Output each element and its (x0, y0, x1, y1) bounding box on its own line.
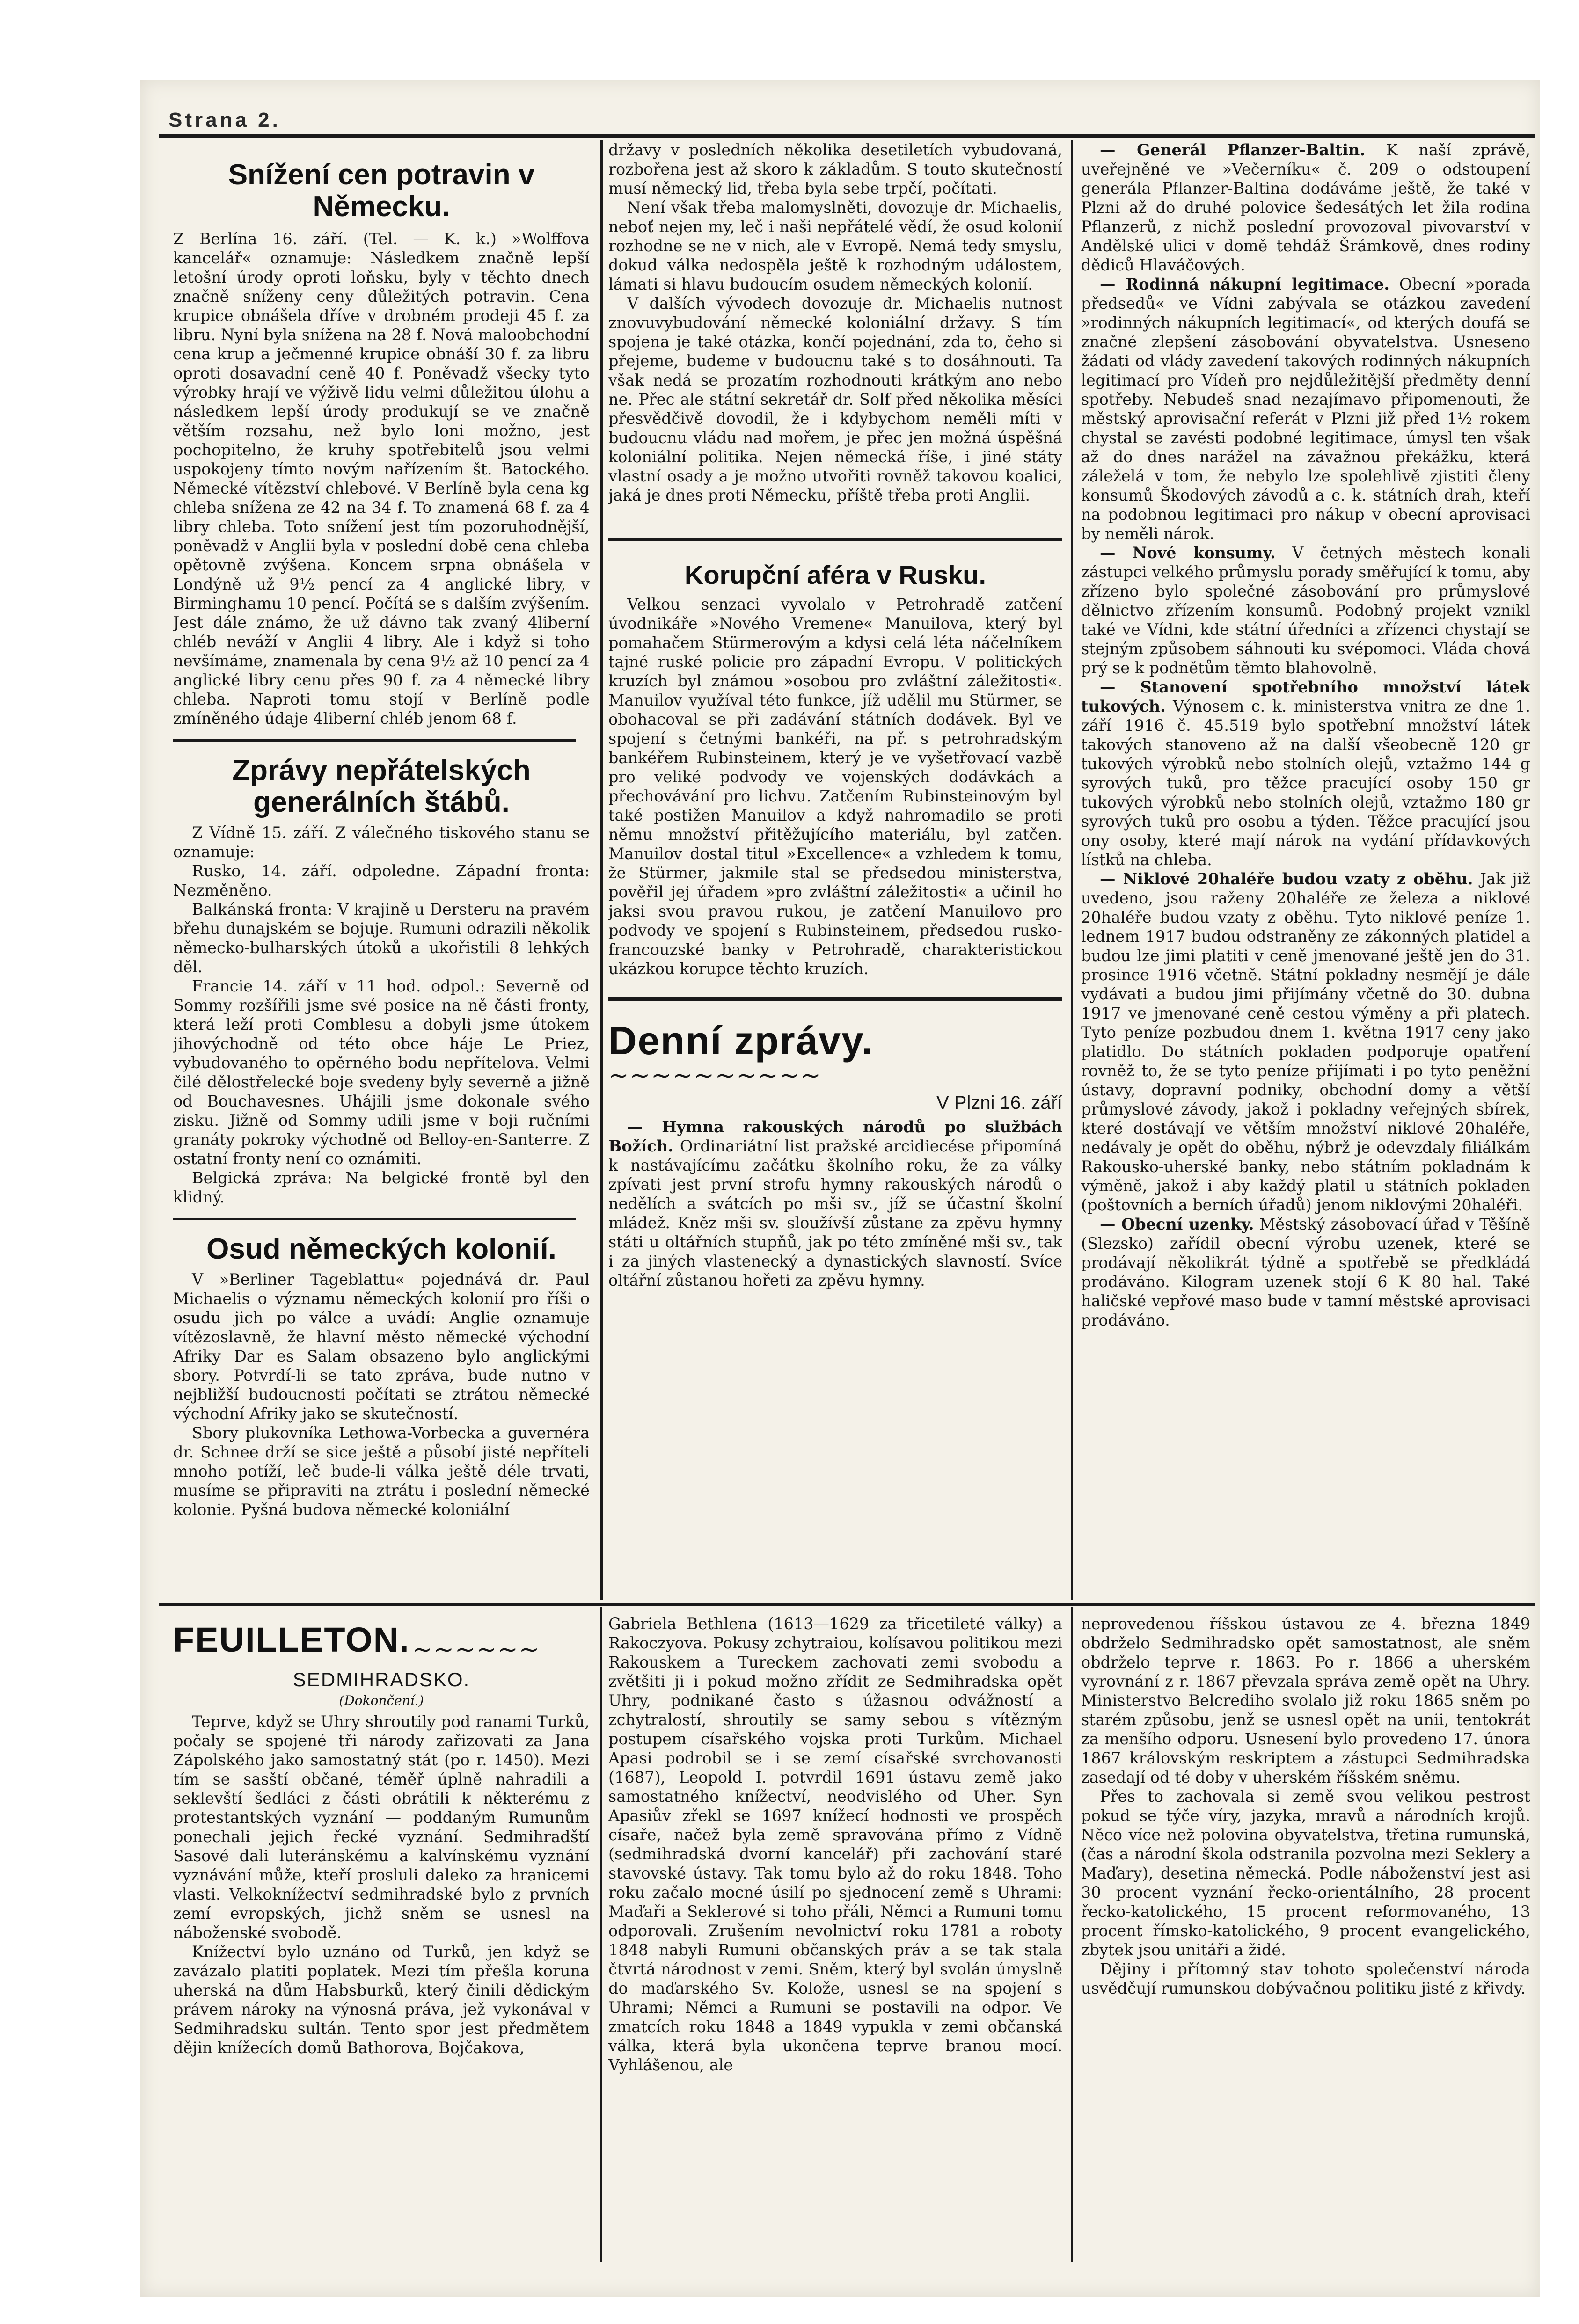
zpravy-p5: Belgická zpráva: Na belgické frontě byl den klidný. (173, 1169, 590, 1206)
denni-p1-wrap (608, 1117, 1062, 1290)
feuilleton-title-row (173, 1619, 590, 1664)
headline-zpravy: Zprávy nepřátelských generálních štábů. (232, 754, 531, 818)
feuilleton-wavy: ~~~~~~ (412, 1635, 541, 1664)
headline-snizeni: Snížení cen potravin v Německu. (228, 159, 535, 223)
osud-p2: Sbory plukovníka Lethowa-Vorbecka a guvernéra dr. Schnee drží se sice ještě a působí jisté nepříteli mnoho potíží, leč bude-li válka ještě déle trvati, musíme se připraviti na ztrátu i poslední německé kolonie. Pyšná budova německé koloniální (173, 1424, 590, 1519)
right-p2-text: Obecní »porada předsedů« ve Vídni zabývala se otázkou zavedení »rodinných nákupních legitimací«, od kterých doufá se značné zlepšení zásobování obyvatelstva. Usneseno žádati od vlády zavedení takových rodinných nákupních legitimací pro Vídeň pro nejdůležitější předměty denní spotřeby. Nebudeš snad nezajímavo připomenouti, že městský aprovisační referát v Plzni již před 1½ rokem chystal se zavésti podobné legitimace, úmysl ten však až do dnes narážel na závažnou překážku, která záleželá v tom, že nebylo lze spolehlivě zjistiti členy konsumů Škodových závodů a c. k. státních drah, kteří na podobnou legitimaci pro nákup v obecní aprovisaci by neměli nárok. (1081, 275, 1530, 543)
denni-p1-text: Ordinariátní list pražské arcidiecése připomíná k nastávajícímu začátku školního roku, že za války zpívati jest první strofu hymny rakouských národů o nedělích a svátcích po mši sv., jíž se účastní školní mládež. Kněz mši sv. sloužívší zůstane za zpěvu hymny státi u oltářních stupňů, jak po této zmíněné mši sv., tak i za jiných vlastenecký a dynastických slavností. Svíce oltářní zůstanou hořeti za zpěvu hymny. (608, 1137, 1062, 1289)
article-snizeni-body: Z Berlína 16. září. (Tel. — K. k.) »Wolffova kancelář« oznamuje: Následkem značně lepší letošní úrody oproti loňsku, byly v těchto dnech značně sníženy ceny důležitých potravin. Cena krupice obnášela dříve v drobném prodeji 45 f. za libru. Nyní byla snížena na 28 f. Nová maloobchodní cena krup a ječmenné krupice obnáší 30 f. za libru oproti dosavadní ceně 40 f. Poněvadž všecky tyto výrobky hrají ve výživě lidu velmi důležitou úlohu a následkem lepší úrody produkují se ve značně větším rozsahu, než bylo loni možno, jest pochopitelno, že kruhy spotřebitelů jsou velmi uspokojeny tímto novým nařízením št. Batockého. Německé vítězství chlebové. V Berlíně byla cena kg chleba snížena ze 42 na 34 f. To znamená 68 f. za 4 libry chleba. Toto snížení jest tím pozoruhodnější, poněvadž v Anglii byla v poslední době cena chleba opětovně zvýšena. Koncem srpna obnášela v Londýně už 9½ pencí za 4 anglické libry, v Birminghamu 10 pencí. Počítá se s dalším zvýšením. Jest dále známo, že už dávno tak zvaný 4liberní chléb neváží v Anglii 4 libry. Ale i když si toho nevšímáme, znamenala by cena 9½ až 10 pencí za 4 anglické libry cenu přes 90 f. za 4 německé libry chleba. Naproti tomu stojí v Berlíně podle zmíněného údaje 4liberní chléb jenom 68 f. (173, 230, 590, 728)
feuilleton-column-1 (173, 1619, 590, 2274)
right-p2-wrap (1081, 275, 1530, 543)
denni-title-row (608, 1020, 1062, 1090)
zpravy-p1: Z Vídně 15. září. Z válečného tiskového stanu se oznamuje: (173, 823, 590, 861)
divider-left-2 (173, 1218, 576, 1220)
feuilleton-p4: neprovedenou říšskou ústavou ze 4. března 1849 obdrželo Sedmihradsko opět samostatnost, ale sněm obdrželo teprve r. 1863. Po r. 1866 a uherském vyrovnání z r. 1867 převzala správa země opět na Uhry. Ministerstvo Belcrediho svolalo již roku 1865 sněm po starém způsobu, jenž se usnesl opět na unii, tentokrát za menšího odporu. Usnesení bylo provedeno 17. února 1867 královským reskriptem a zástupci Sedmihradska zasedají od té doby v uherském říšském sněmu. (1081, 1615, 1530, 1786)
headline-osud: Osud německých kolonií. (206, 1233, 556, 1265)
divider-mid-2 (608, 997, 1062, 1001)
right-column (1081, 140, 1530, 1595)
osud-p5: V dalších vývodech dovozuje dr. Michaelis nutnost znovuvybudování německé koloniální državy. S tím spojena je také otázka, končí pojednání, zda to, čeho si přejeme, budeme v budoucnu také s to dosáhnouti. Ta však nedá se prozatím rozhodnouti krátkým ano nebo ne. Přec ale státní sekretář dr. Solf před několika měsíci přesvědčivě dovodil, že i kdybychom neměli míti v budoucnu vládu nad mořem, je přec jen možná úspěšná koloniální politika. Nejen německá říše, i jiné státy vlastní osady a je možno utvořiti rovněž takovou koalici, jaká je dnes proti Německu, příště třeba proti Anglii. (608, 294, 1062, 504)
page-number: Strana 2. (168, 109, 281, 131)
feuilleton-column-3 (1081, 1614, 1530, 2269)
zpravy-p4: Francie 14. září v 11 hod. odpol.: Severně od Sommy rozšířili jsme své posice na ně části fronty, která leží proti Comblesu a dobyli jsme útokem jihovýchodně od této obce háje Le Priez, vybudovaného to opěrného bodu nepřítelova. Velmi čilé dělostřelecké boje svedeny byly severně a jižně od Bouchavesnes. Uhájili jsme dokonale svého zisku. Jižně od Sommy udili jsme v boji ručními granáty pokroky východně od Belloy-en-Santerre. Z ostatní fronty není co oznámiti. (173, 977, 590, 1168)
headline-korupcni: Korupční aféra v Rusku. (684, 560, 987, 590)
feuilleton-p5: Přes to zachovala si země svou velikou pestrost pokud se týče víry, jazyka, mravů a národních krojů. Něco více než polovina obyvatelstva, třetina rumunská, (čas a národní škola odstranila pozvolna mezi Seklery a Maďary), desetina německá. Podle náboženství jest asi 30 procent vyznání řecko-orientálního, 28 procent řecko-katolického, 15 procent reformovaného, 13 procent římsko-katolického, 9 procent evangelického, zbytek jsou unitáři a židé. (1081, 1787, 1530, 1959)
divider-mid-1 (608, 538, 1062, 541)
right-p1-text: K naší zprávě, uveřejněné ve »Večerníku« č. 209 o odstoupení generála Pflanzer-Baltina dodáváme ještě, že také v Plzni až do druhé polovice šedesátých let žila rodina Pflanzerů, z nichž poslední provozoval pivovarství v Andělské ulici v domě tehdáž Šrámkově, dnes rodiny dědiců Hlaváčových. (1081, 141, 1530, 274)
right-p6-text: Městský zásobovací úřad v Těšíně (Slezsko) zařídil obecní výrobu uzenek, které se prodávají několikrát týdně a spotřebě se předkládá prodáváno. Kilogram uzenek stojí 6 K 80 hal. Také haličské vepřové maso bude v tamní městské aprovisaci prodáváno. (1081, 1215, 1530, 1329)
feuilleton-p3: Gabriela Bethlena (1613—1629 za třicetileté války) a Rakoczyova. Pokusy zchytraiou, kolísavou politikou mezi Rakouskem a Tureckem zachovati zemi svobodu a zvětšiti ji i pokud možno zřídit ze Sedmihradska opět Uhry, podnikané často s úžasnou odvážností a zchytralostí, shroutily se samy sebou s vítězným postupem císařského vojska proti Turkům. Michael Apasi podrobil se i se zemí císařské svrchovanosti (1687), Leopold I. potvrdil 1691 ústavu země jako samostatného knížectví, neodvislého od Uher. Syn Apasiův zřekl se 1697 knížecí hodnosti ve prospěch císaře, načež byla země spravována přímo z Vídně (sedmihradská dvorní kancelář) při zachování staré stavovské ústavy. Tak tomu bylo až do roku 1848. Toho roku začalo mocné úsilí po sjednocení země s Uhrami: Maďaři a Seklerové si toho přáli, Němci a Rumuni tomu odporovali. Zrušením nevolnictví roku 1781 a roboty 1848 nabyli Rumuni občanských práv a se tak stala čtvrtá národnost v zemi. Sněm, který byl svolán úmyslně do maďarského Sv. Kolože, usnesl se na spojení s Uhrami; Němci a Rumuni se postavili na odpor. Ve zmatcích roku 1848 a 1849 vypukla v zemi občanská válka, která byla ukončena teprve branou mocí. Vyhlášenou, ale (608, 1615, 1062, 2074)
right-p3-head: — Nové konsumy. (1100, 544, 1276, 562)
feuilleton-column-2 (608, 1614, 1062, 2269)
middle-column (608, 140, 1062, 1595)
zpravy-p3: Balkánská fronta: V krajině u Dersteru na pravém břehu dunajském se bojuje. Rumuni odrazili několik německo-bulharských útoků a ukořistili 8 lehkých děl. (173, 900, 590, 976)
korupcni-body: Velkou senzaci vyvolalo v Petrohradě zatčení úvodnikáře »Nového Vremene« Manuilova, který byl pomahačem Stürmerovým a kdysi celá léta náčelníkem tajné ruské policie pro západní Evropu. V politických kruzích byl známou »osobou pro zvláštní záležitosti«. Manuilov využíval této funkce, jíž udělil mu Stürmer, se obohacoval se při zadávání státních dodávek. Byl ve spojení s četnými bankéři, na př. s petrohradským bankéřem Rubinsteinem, který je ve vyšetřovací vazbě pro veliké podvody ve vojenských dodávkách a přechovávání pro lichvu. Zatčením Rubinsteinovým byl také postižen Manuilov a když nahromadilo se proti němu množství přitěžujícího materiálu, byl zatčen. Manuilov dostal titul »Excellence« a vzhledem k tomu, že Stürmer, jakmile stal se předsedou ministerstva, pověřil jej úřadem »pro zvláštní záležitosti« a učinil ho jaksi svou pravou rukou, je zatčení Manuilovo pro podvody ve spojení s Rubinsteinem, předsedou rusko-francouzské banky v Petrohradě, charakteristickou ukázkou korupce těchto kruzích. (608, 595, 1062, 978)
feuilleton-divider-2 (1071, 1607, 1073, 2262)
wavy-decoration: ~~~~~~~~~~ (608, 1062, 822, 1090)
right-p1-wrap (1081, 140, 1530, 275)
right-p4-wrap (1081, 678, 1530, 869)
right-p5-head: — Niklové 20haléře budou vzaty z oběhu. (1100, 870, 1473, 888)
zpravy-p2: Rusko, 14. září. odpoledne. Západní fronta: Nezměněno. (173, 862, 590, 899)
left-column (173, 159, 590, 1591)
column-divider-1 (600, 140, 603, 1600)
column-divider-2 (1071, 140, 1073, 1600)
denni-dateline: V Plzni 16. září (936, 1093, 1062, 1113)
feuilleton-p1: Teprve, když se Uhry shroutily pod ranami Turků, počaly se spojené tři národy zařizovati za Jana Zápolského jako samostatný stát (po r. 1450). Mezi tím se sasští občané, téměř úplně nahradili a seklevští šedláci z části obrátili k některému z protestantských vyznání — poddaným Rumunům ponechali jejich řecké vyznání. Sedmihradští Sasové dali luteránskému a kalvínskému vyznání vyznávání může, kteří prosluli daleko za hranicemi vlasti. Velkoknížectví sedmihradské bylo z prvních zemí evropských, jichž sněm se usnesl na náboženské svobodě. (173, 1712, 590, 1942)
feuilleton-subtitle: SEDMIHRADSKO. (292, 1668, 470, 1690)
right-p5-wrap (1081, 869, 1530, 1215)
right-p1-head: — Generál Pflanzer-Baltin. (1100, 141, 1366, 159)
right-p4-text: Výnosem c. k. ministerstva vnitra ze dne 1. září 1916 č. 45.519 bylo spotřební množství látek takových stanoveno až na další všeobecně 120 gr tukových výrobků nebo stolních olejů, vztažmo 144 g syrových tuků, pro těžce pracující osoby 150 gr tukových výrobků nebo stolních olejů, vztažmo 180 gr syrových tuků pro osobu a týden. Těžce pracující jsou ony osoby, které mají nárok na vydání přídavkových lístků na chleba. (1081, 697, 1530, 869)
feuilleton-note: (Dokončení.) (339, 1692, 424, 1708)
feuilleton-p2: Knížectví bylo uznáno od Turků, jen když se zavázalo platiti poplatek. Mezi tím přešla koruna uherská na dům Habsburků, který činili dědickým právem nároky na výnosná práva, jež vykonával v Sedmihradsku sultán. Tento spor jest předmětem dějin knížecích domů Bathorova, Bojčakova, (173, 1942, 590, 2057)
osud-p3: državy v posledních několika desetiletích vybudovaná, rozbořena jest až skoro k základům. S touto skutečností musí německý lid, třeba byla sebe trpčí, počítati. (608, 141, 1062, 197)
feuilleton-divider-1 (600, 1607, 602, 2262)
osud-p4: Není však třeba malomyslněti, dovozuje dr. Michaelis, neboť nejen my, leč i naši nepřátelé vědí, že osud kolonií rozhodne se ne v nich, ale v Evropě. Nemá tedy smyslu, dokud válka nedospěla ještě k rozhodným událostem, lámati si hlavu budoucím osudem německých kolonií. (608, 198, 1062, 293)
headline-denni: Denní zprávy. (608, 1019, 873, 1063)
feuilleton-p6: Dějiny i přítomný stav tohoto společenství národa usvědčují rumunskou dobývačnou politiku jisté z křivdy. (1081, 1960, 1530, 1997)
osud-p1: V »Berliner Tageblattu« pojednává dr. Paul Michaelis o významu německých kolonií pro říši o osudu jich po válce a uvádí: Anglie oznamuje vítězoslavně, že hlavní město německé východní Afriky Dar es Salam obsazeno bylo anglickými sbory. Potvrdí-li se tato zpráva, bude nutno v nejbližší budoucnosti počítati se ztrátou německé východní Afriky jako se skutečností. (173, 1270, 590, 1423)
right-p3-text: V četných městech konali zástupci velkého průmyslu porady směřující k tomu, aby zřízeno bylo společné zásobování pro průmyslové dělnictvo zřízením konsumů. Podobný projekt vznikl také ve Vídni, kde státní úředníci a zřízenci chystají se stejným způsobem sáhnouti ku svépomoci. Vláda chová prý se k podnětům těmto blahovolně. (1081, 544, 1530, 677)
right-p2-head: — Rodinná nákupní legitimace. (1100, 275, 1389, 293)
right-p5-text: Jak již uvedeno, jsou raženy 20haléře ze železa a niklové 20haléře budou vzaty z oběhu. Tyto niklové peníze 1. lednem 1917 budou odstraněny ze zákonných platidel a budou lze jimi platiti v ceně jmenované ještě jen do 31. prosince 1916 včetně. Státní pokladny nesmějí je dále vydávati a budou jimi přijímány včetně do 30. dubna 1917 ve jmenované ceně cestou výměny a při platech. Tyto peníze pozbudou dnem 1. května 1917 ceny jako platidlo. Do státních pokladen podporuje opatření rovněž to, že se tyto peníze přijímati i po tyto peněžní ústavy, dopravní podniky, obchodní domy a větší průmyslové závody, jakož i pokladny veřejných sbírek, které dostávají ve větším množství niklové 20haléře, nedávaly je opět do oběhu, nýbrž je odevzdaly filiálkám Rakousko-uherské banky, nebo státním pokladnám k výměně, jakož i aby každý platil u státních pokladen (poštovních a berních úřadů) jenom niklovými 20haléři. (1081, 870, 1530, 1214)
top-rule (159, 134, 1535, 138)
right-p4-head: — Stanovení spotřebního množství látek tukových. (1081, 678, 1530, 715)
right-p6-head: — Obecní uzenky. (1100, 1215, 1254, 1233)
feuilleton-title: FEUILLETON. (173, 1620, 410, 1659)
denni-p1-head: — Hymna rakouských národů po službách Božích. (608, 1118, 1062, 1155)
feuilleton-rule (159, 1603, 1535, 1606)
right-p6-wrap (1081, 1215, 1530, 1330)
divider-left-1 (173, 739, 576, 742)
right-p3-wrap (1081, 543, 1530, 678)
